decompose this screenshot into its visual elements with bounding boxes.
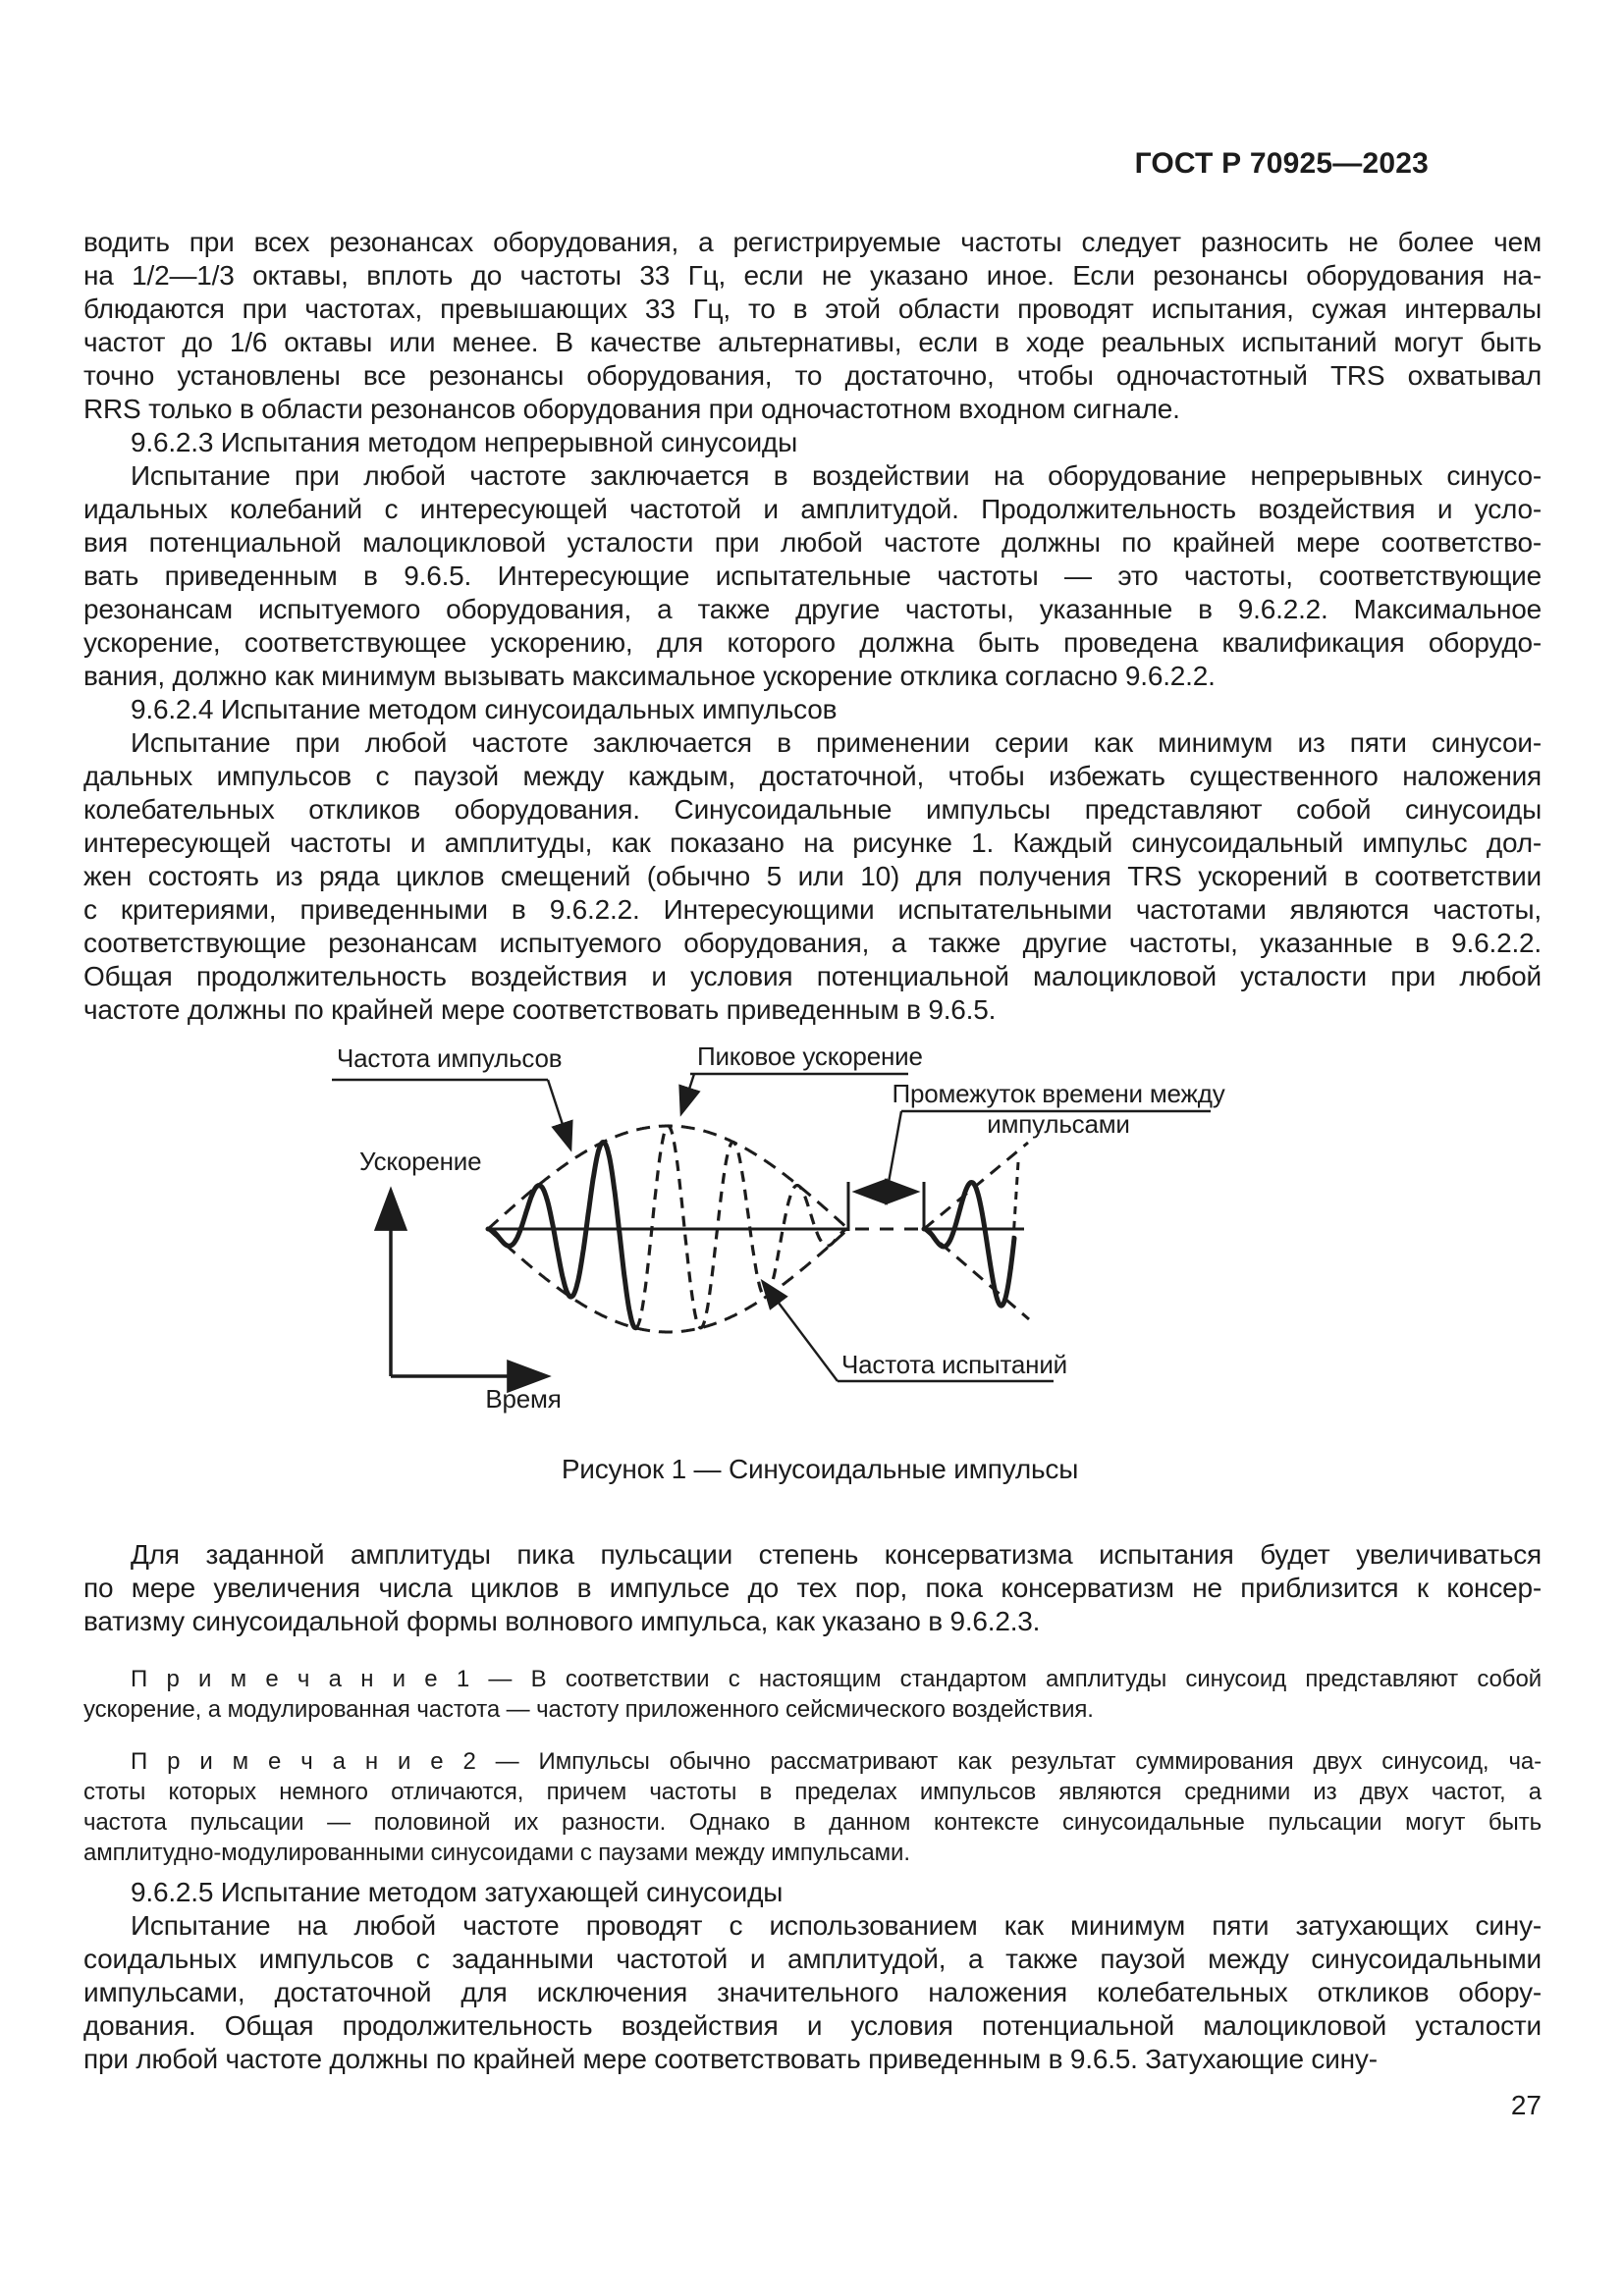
text-line: частот до 1/6 октавы или менее. В качестве альтернативы, если в ходе реальных испытаний могут быть <box>83 327 1542 357</box>
text-line: П р и м е ч а н и е 2 — Импульсы обычно рассматривают как результат суммирования двух синусоид, ча- <box>131 1748 1542 1775</box>
peak-acceleration-leader-arrow <box>681 1074 694 1113</box>
figure-label-gap-line1: Промежуток времени между <box>892 1079 1225 1108</box>
text-line: при любой частоте должны по крайней мере соответствовать приведенным в 9.6.5. Затухающие сину- <box>83 2044 1378 2074</box>
text-line: импульсами, достаточной для исключения значительного наложения колебательных откликов обору- <box>83 1977 1542 2007</box>
note-2 <box>83 1746 1542 1868</box>
body-text <box>83 226 1542 1027</box>
paragraph-conservatism <box>83 1538 1542 1638</box>
text-line: по мере увеличения числа циклов в импульсе до тех пор, пока консерватизм не приблизится к консер- <box>83 1573 1542 1603</box>
text-line: интересующей частоты и амплитуды, как показано на рисунке 1. Каждый синусоидальный импульс дол- <box>83 828 1542 858</box>
text-line: вания, должно как минимум вызывать максимальное ускорение отклика согласно 9.6.2.2. <box>83 661 1216 691</box>
y-axis-label: Ускорение <box>359 1147 482 1176</box>
pulse1-carrier-solid <box>488 1143 636 1328</box>
text-line: Общая продолжительность воздействия и условия потенциальной малоцикловой усталости при любой <box>83 961 1542 991</box>
text-line: Испытание при любой частоте заключается в применении серии как минимум из пяти синусои- <box>131 727 1542 758</box>
text-line: ускорение, соответствующее ускорению, для которого должна быть проведена квалификация оборудо- <box>83 627 1542 658</box>
note-1 <box>83 1664 1542 1725</box>
figure-label-pulse-frequency: Частота импульсов <box>337 1043 563 1073</box>
text-line: ватизму синусоидальной формы волнового импульса, как указано в 9.6.2.3. <box>83 1606 1041 1636</box>
pulse1-envelope-lower <box>488 1229 848 1332</box>
text-line: RRS только в области резонансов оборудования при одночастотном входном сигнале. <box>83 394 1180 424</box>
text-line: ускорение, а модулированная частота — частоту приложенного сейсмического воздействия. <box>83 1696 1094 1723</box>
text-line: дования. Общая продолжительность воздействия и условия потенциальной малоцикловой усталости <box>83 2010 1542 2041</box>
pulse1-envelope-upper <box>488 1126 848 1229</box>
text-line: дальных импульсов с паузой между каждым, достаточной, чтобы избежать существенного наложения <box>83 761 1542 791</box>
figure-label-peak-acceleration: Пиковое ускорение <box>697 1041 923 1071</box>
pulse2-carrier-solid <box>924 1183 1014 1307</box>
text-line: резонансам испытуемого оборудования, а также другие частоты, указанные в 9.6.2.2. Максимальное <box>83 594 1542 624</box>
text-line: частоте должны по крайней мере соответствовать приведенным в 9.6.5. <box>83 994 997 1025</box>
sine-pulse-diagram <box>324 1035 1316 1427</box>
heading-9-6-2-3: 9.6.2.3 Испытания методом непрерывной синусоиды <box>131 427 797 457</box>
page-content <box>83 0 1542 2121</box>
figure-label-test-frequency: Частота испытаний <box>841 1350 1067 1379</box>
text-line: на 1/2—1/3 октавы, вплоть до частоты 33 Гц, если не указано иное. Если резонансы оборудования на- <box>83 260 1542 291</box>
paragraph-sine-pulses <box>83 726 1542 1027</box>
text-line: идальных колебаний с интересующей частотой и амплитудой. Продолжительность воздействия и усло- <box>83 494 1542 524</box>
text-line: колебательных откликов оборудования. Синусоидальные импульсы представляют собой синусоиды <box>83 794 1542 825</box>
paragraph-damped-sine <box>83 1909 1542 2076</box>
text-line: Испытание на любой частоте проводят с использованием как минимум пяти затухающих сину- <box>131 1910 1542 1941</box>
text-line: блюдаются при частотах, превышающих 33 Гц, то в этой области проводят испытания, сужая интервалы <box>83 294 1542 324</box>
text-line: точно установлены все резонансы оборудования, то достаточно, чтобы одночастотный TRS охватывал <box>83 360 1542 391</box>
text-line: с критериями, приведенными в 9.6.2.2. Интересующими испытательными частотами являются частоты, <box>83 894 1542 925</box>
text-line: стоты которых немного отличаются, причем частоты в пределах импульсов являются средними из двух частот, а <box>83 1779 1542 1805</box>
text-line: Испытание при любой частоте заключается в воздействии на оборудование непрерывных синусо- <box>131 460 1542 491</box>
paragraph-continuous-sine <box>83 459 1542 693</box>
text-line: Для заданной амплитуды пика пульсации степень консерватизма испытания будет увеличиваться <box>131 1539 1542 1570</box>
document-header: ГОСТ Р 70925—2023 <box>1134 147 1429 180</box>
figure-sine-pulses <box>324 1035 1316 1432</box>
text-line: амплитудно-модулированными синусоидами с паузами между импульсами. <box>83 1840 910 1866</box>
heading-9-6-2-4: 9.6.2.4 Испытание методом синусоидальных импульсов <box>131 694 838 724</box>
gap-label-leader <box>888 1111 901 1188</box>
text-line: вать приведенным в 9.6.5. Интересующие испытательные частоты — это частоты, соответствующие <box>83 561 1542 591</box>
page-number: 27 <box>1510 2090 1542 2120</box>
text-line: П р и м е ч а н и е 1 — В соответствии с настоящим стандартом амплитуды синусоид представляют собой <box>131 1666 1542 1692</box>
text-line: вия потенциальной малоцикловой усталости при любой частоте должны по крайней мере соответство- <box>83 527 1542 558</box>
text-line: водить при всех резонансах оборудования, а регистрируемые частоты следует разносить не более чем <box>83 227 1542 257</box>
paragraph-continuation <box>83 226 1542 426</box>
pulse-frequency-leader-arrow <box>548 1080 570 1148</box>
text-line: жен состоять из ряда циклов смещений (обычно 5 или 10) для получения TRS ускорений в соответствии <box>83 861 1542 891</box>
figure-caption: Рисунок 1 — Синусоидальные импульсы <box>561 1454 1079 1484</box>
pulse1-carrier-dashed <box>636 1126 849 1328</box>
text-line: соответствующие резонансам испытуемого оборудования, а также другие частоты, указанные в 9.6.2.2. <box>83 928 1542 958</box>
figure-label-gap-line2: импульсами <box>987 1109 1130 1139</box>
x-axis-label: Время <box>485 1384 562 1414</box>
text-line: частота пульсации — половиной их разности. Однако в данном контексте синусоидальные пульсации могут быть <box>83 1809 1542 1836</box>
heading-9-6-2-5: 9.6.2.5 Испытание методом затухающей синусоиды <box>131 1877 784 1907</box>
test-frequency-leader-arrow <box>763 1282 838 1381</box>
text-line: соидальных импульсов с заданными частотой и амплитудой, а также паузой между синусоидальными <box>83 1944 1542 1974</box>
